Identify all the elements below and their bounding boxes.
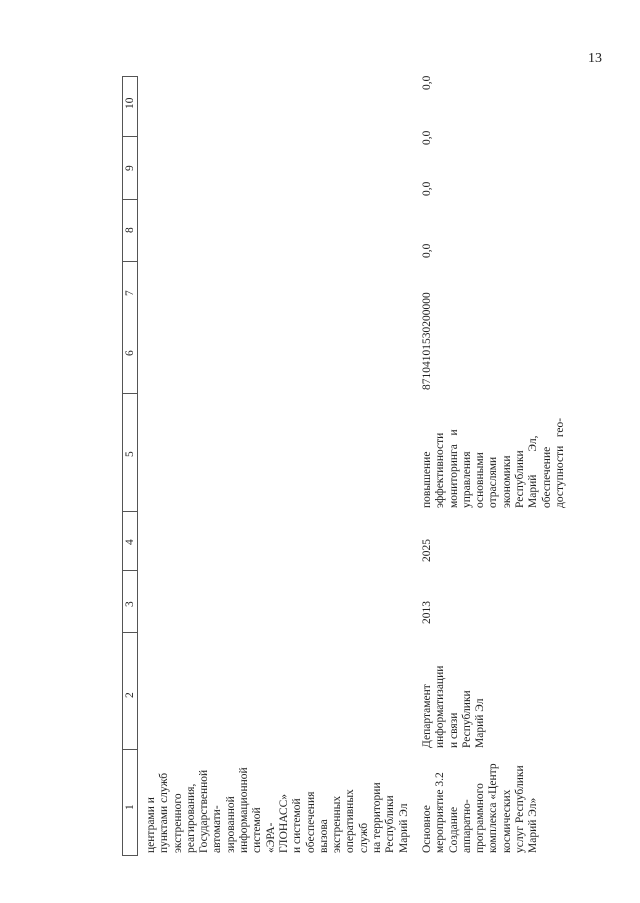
col-number-10: 10: [124, 97, 136, 109]
col-sep: [122, 570, 137, 571]
row2-col1-text: Основное мероприятие 3.2 Создание аппаратно- программного комплекса «Центр космических услуг Республики Марий Эл»: [421, 763, 540, 853]
table-header-divider: [137, 76, 138, 856]
row2-col8-value: 0,0: [421, 181, 433, 196]
row2-col6-value: 87104101530200000: [421, 292, 433, 390]
col-sep: [122, 749, 137, 750]
col-number-8: 8: [124, 227, 136, 233]
col-sep: [122, 632, 137, 633]
col-sep: [122, 393, 137, 394]
table-left-border: [122, 76, 123, 856]
row1-col1-text: центрами и пунктами служб экстренного реагирования, Государственной автомати- зированной информационной системой «ЭРА- ГЛОНАСС» и системой обеспечения вызова экстренных оперативных служб на территории Республики Марий Эл: [145, 767, 410, 853]
col-sep: [122, 136, 137, 137]
col-number-4: 4: [124, 539, 136, 545]
table-bottom-border: [122, 855, 137, 856]
col-number-3: 3: [124, 601, 136, 607]
row2-col7-value: 0,0: [421, 243, 433, 258]
row2-col3-value: 2013: [421, 601, 433, 624]
col-number-7: 7: [124, 290, 136, 296]
col-sep: [122, 511, 137, 512]
col-number-1: 1: [124, 804, 136, 810]
col-sep: [122, 261, 137, 262]
row2-col5-text: повышение эффективности мониторинга и управления основными отраслями экономики Республики Марий Эл, обеспечение доступности гео-: [421, 417, 566, 508]
col-sep: [122, 199, 137, 200]
col-number-9: 9: [124, 165, 136, 171]
col-number-6: 6: [124, 350, 136, 356]
row2-col4-value: 2025: [421, 539, 433, 562]
row2-col9-value: 0,0: [421, 130, 433, 145]
table-top-border: [122, 76, 137, 77]
page-number: 13: [588, 51, 602, 66]
row2-col2-text: Департамент информатизации и связи Республики Марий Эл: [421, 665, 487, 748]
row2-col10-value: 0,0: [421, 75, 433, 90]
col-number-2: 2: [124, 692, 136, 698]
col-number-5: 5: [124, 451, 136, 457]
